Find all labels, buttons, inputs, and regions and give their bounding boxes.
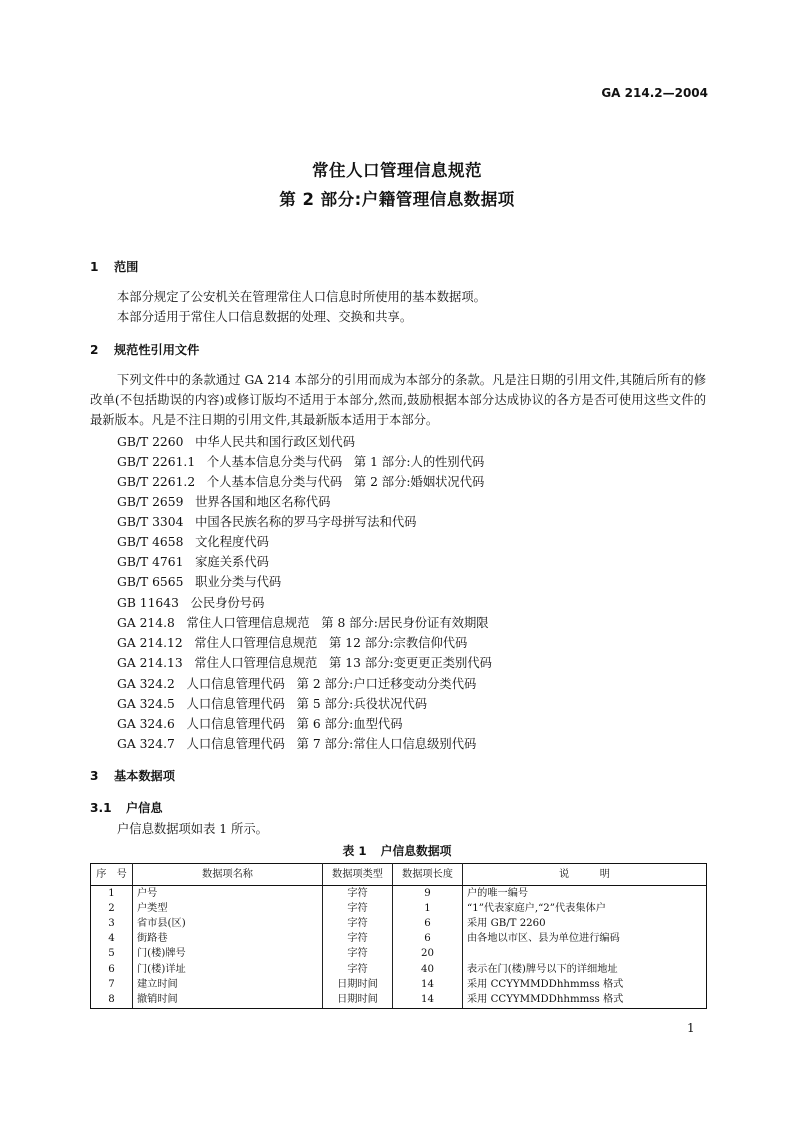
table-caption — [0, 842, 794, 859]
cell-type: 字符 — [323, 962, 393, 977]
table-row — [91, 886, 707, 902]
cell-name: 门(楼)牌号 — [133, 947, 323, 962]
cell-seq: 7 — [91, 977, 133, 992]
document-title: 常住人口管理信息规范 — [312, 161, 482, 180]
cell-name: 建立时间 — [133, 977, 323, 992]
reference-item: GB/T 2261.2 个人基本信息分类与代码 第 2 部分:婚姻状况代码 — [117, 475, 485, 489]
cell-length: 14 — [393, 977, 463, 992]
section-title: 规范性引用文件 — [114, 343, 200, 357]
cell-length: 40 — [393, 962, 463, 977]
section-number: 3 — [90, 769, 99, 783]
reference-item: GB/T 2659 世界各国和地区名称代码 — [117, 495, 331, 509]
column-header-type: 数据项类型 — [323, 864, 393, 886]
cell-name: 街路巷 — [133, 932, 323, 947]
cell-description: 采用 CCYYMMDDhhmmss 格式 — [463, 992, 707, 1008]
section-heading-references — [90, 341, 199, 358]
cell-name: 撤销时间 — [133, 992, 323, 1008]
table-header-row — [91, 864, 707, 886]
subsection-number: 3.1 — [90, 801, 112, 815]
cell-name: 省市县(区) — [133, 916, 323, 931]
cell-type: 字符 — [323, 932, 393, 947]
cell-length: 1 — [393, 901, 463, 916]
cell-length: 14 — [393, 992, 463, 1008]
cell-type: 字符 — [323, 901, 393, 916]
reference-item: GA 214.8 常住人口管理信息规范 第 8 部分:居民身份证有效期限 — [117, 616, 489, 630]
cell-description: 采用 CCYYMMDDhhmmss 格式 — [463, 977, 707, 992]
reference-item: GB/T 2261.1 个人基本信息分类与代码 第 1 部分:人的性别代码 — [117, 455, 485, 469]
reference-item: GA 214.12 常住人口管理信息规范 第 12 部分:宗教信仰代码 — [117, 636, 468, 650]
cell-description: “1”代表家庭户,“2”代表集体户 — [463, 901, 707, 916]
cell-type: 日期时间 — [323, 977, 393, 992]
cell-length: 6 — [393, 932, 463, 947]
household-data-table — [90, 863, 707, 1009]
page-number: 1 — [687, 1021, 695, 1035]
cell-type: 字符 — [323, 947, 393, 962]
reference-item: GA 324.5 人口信息管理代码 第 5 部分:兵役状况代码 — [117, 697, 428, 711]
table-row — [91, 932, 707, 947]
cell-description: 由各地以市区、县为单位进行编码 — [463, 932, 707, 947]
table-row — [91, 947, 707, 962]
cell-length: 6 — [393, 916, 463, 931]
table-row — [91, 916, 707, 931]
table-caption-title: 户信息数据项 — [380, 844, 452, 858]
cell-length: 9 — [393, 886, 463, 902]
reference-item: GB 11643 公民身份号码 — [117, 596, 265, 610]
cell-seq: 5 — [91, 947, 133, 962]
column-header-description: 说 明 — [463, 864, 707, 886]
standard-code: GA 214.2—2004 — [601, 86, 708, 100]
subsection-heading-household — [90, 799, 163, 816]
table-caption-number: 表 1 — [342, 844, 367, 858]
reference-item: GB/T 4658 文化程度代码 — [117, 535, 269, 549]
document-subtitle: 第 2 部分:户籍管理信息数据项 — [279, 190, 515, 209]
cell-seq: 4 — [91, 932, 133, 947]
cell-description — [463, 947, 707, 962]
cell-type: 日期时间 — [323, 992, 393, 1008]
cell-seq: 6 — [91, 962, 133, 977]
paragraph-intro: 下列文件中的条款通过 GA 214 本部分的引用而成为本部分的条款。凡是注日期的引用文件,其随后所有的修改单(不包括勘误的内容)或修订版均不适用于本部分,然而,鼓励根据本部分达成协议的各方是否可使用这些文件的最新版本。凡是不注日期的引用文件,其最新版本适用于本部分。 — [90, 373, 706, 428]
reference-item: GB/T 4761 家庭关系代码 — [117, 555, 269, 569]
column-header-seq: 序 号 — [91, 864, 133, 886]
cell-seq: 3 — [91, 916, 133, 931]
reference-item: GA 324.6 人口信息管理代码 第 6 部分:血型代码 — [117, 717, 403, 731]
section-title: 基本数据项 — [114, 769, 175, 783]
table-row — [91, 962, 707, 977]
reference-item: GB/T 3304 中国各民族名称的罗马字母拼写法和代码 — [117, 515, 417, 529]
cell-name: 户号 — [133, 886, 323, 902]
section-title: 范围 — [114, 260, 139, 274]
section-heading-data-items — [90, 767, 175, 784]
subsection-title: 户信息 — [126, 801, 163, 815]
paragraph: 本部分规定了公安机关在管理常住人口信息时所使用的基本数据项。 — [117, 290, 486, 304]
column-header-length: 数据项长度 — [393, 864, 463, 886]
cell-name: 户类型 — [133, 901, 323, 916]
cell-description: 采用 GB/T 2260 — [463, 916, 707, 931]
reference-item: GB/T 6565 职业分类与代码 — [117, 575, 282, 589]
reference-item: GA 324.2 人口信息管理代码 第 2 部分:户口迁移变动分类代码 — [117, 677, 477, 691]
section-number: 2 — [90, 343, 99, 357]
cell-length: 20 — [393, 947, 463, 962]
reference-item: GA 214.13 常住人口管理信息规范 第 13 部分:变更更正类别代码 — [117, 656, 492, 670]
reference-item: GA 324.7 人口信息管理代码 第 7 部分:常住人口信息级别代码 — [117, 737, 477, 751]
cell-seq: 1 — [91, 886, 133, 902]
table-row — [91, 992, 707, 1008]
cell-seq: 8 — [91, 992, 133, 1008]
cell-description: 表示在门(楼)牌号以下的详细地址 — [463, 962, 707, 977]
cell-name: 门(楼)详址 — [133, 962, 323, 977]
section-heading-scope — [90, 258, 138, 275]
paragraph: 本部分适用于常住人口信息数据的处理、交换和共享。 — [117, 310, 413, 324]
cell-seq: 2 — [91, 901, 133, 916]
cell-type: 字符 — [323, 916, 393, 931]
reference-item: GB/T 2260 中华人民共和国行政区划代码 — [117, 435, 355, 449]
cell-description: 户的唯一编号 — [463, 886, 707, 902]
paragraph: 户信息数据项如表 1 所示。 — [117, 822, 268, 836]
section-number: 1 — [90, 260, 99, 274]
column-header-name: 数据项名称 — [133, 864, 323, 886]
cell-type: 字符 — [323, 886, 393, 902]
table-row — [91, 901, 707, 916]
table-row — [91, 977, 707, 992]
